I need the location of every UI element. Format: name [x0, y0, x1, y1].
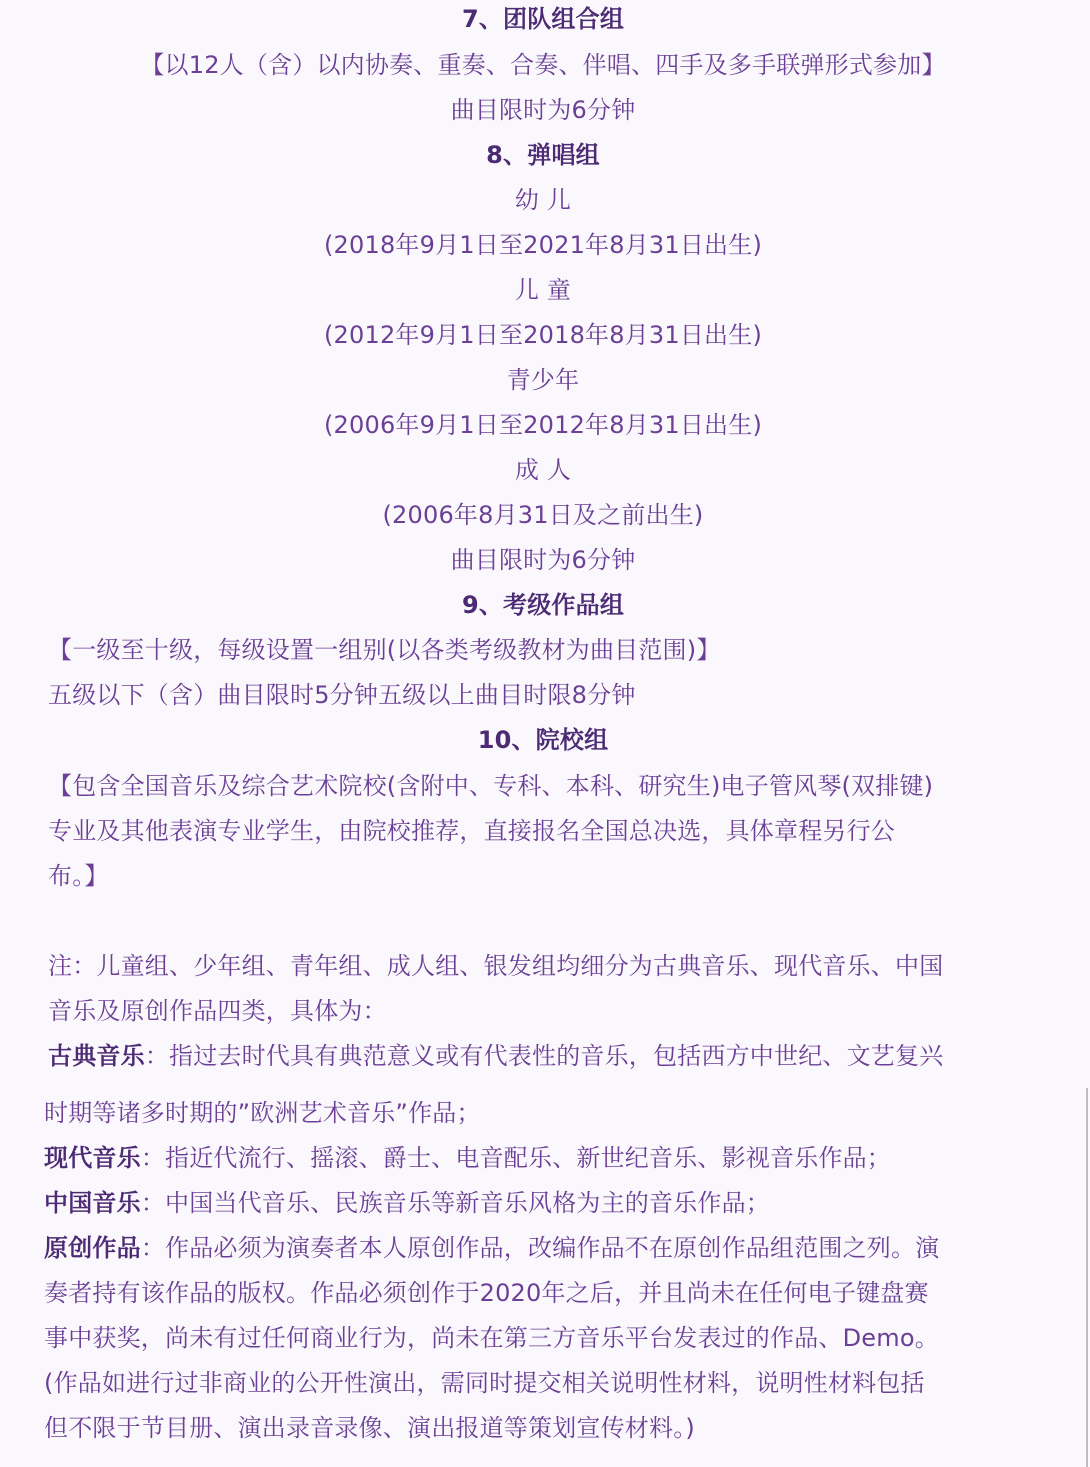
original-text: ：作品必须为演奏者本人原创作品，改编作品不在原创作品组范围之列。演 — [140, 1234, 940, 1262]
group10-desc-line-2: 专业及其他表演专业学生，由院校推荐，直接报名全国总决选，具体章程另行公 — [48, 817, 895, 845]
group8-cat-child-range: (2012年9月1日至2018年8月31日出生) — [323, 321, 763, 349]
modern-label: 现代音乐 — [44, 1144, 141, 1172]
group8-cat-adult-name: 成 人 — [514, 456, 572, 484]
original-label: 原创作品 — [44, 1234, 141, 1262]
original-line-5: 但不限于节目册、演出录音录像、演出报道等策划宣传材料。) — [44, 1414, 695, 1442]
group9-desc: 【一级至十级，每级设置一组别(以各类考级教材为曲目范围)】 — [48, 636, 721, 664]
group8-cat-adult-range: (2006年8月31日及之前出生) — [382, 501, 704, 529]
classical-line-1 — [48, 1041, 943, 1071]
chinese-text: ：中国当代音乐、民族音乐等新音乐风格为主的音乐作品； — [140, 1189, 771, 1217]
group9-limit: 五级以下（含）曲目限时5分钟五级以上曲目时限8分钟 — [48, 681, 636, 709]
group8-cat-youth-range: (2006年9月1日至2012年8月31日出生) — [323, 411, 763, 439]
group7-limit: 曲目限时为6分钟 — [450, 96, 636, 124]
group9-title: 9、考级作品组 — [461, 591, 625, 619]
classical-text: ：指过去时代具有典范意义或有代表性的音乐，包括西方中世纪、文艺复兴 — [144, 1042, 944, 1070]
group8-title: 8、弹唱组 — [486, 141, 600, 169]
note-line-2: 音乐及原创作品四类，具体为： — [48, 997, 387, 1025]
group10-desc-line-3: 布。】 — [48, 862, 109, 890]
original-line-2: 奏者持有该作品的版权。作品必须创作于2020年之后，并且尚未在任何电子键盘赛 — [44, 1279, 929, 1307]
group10-desc-line-1: 【包含全国音乐及综合艺术院校(含附中、专科、本科、研究生)电子管风琴(双排键) — [48, 772, 934, 800]
original-line-3: 事中获奖，尚未有过任何商业行为，尚未在第三方音乐平台发表过的作品、Demo。 — [44, 1324, 939, 1352]
group8-cat-youth-name: 青少年 — [506, 366, 580, 394]
group7-title: 7、团队组合组 — [461, 5, 625, 33]
original-line-4: (作品如进行过非商业的公开性演出，需同时提交相关说明性材料，说明性材料包括 — [44, 1369, 925, 1397]
classical-label: 古典音乐 — [48, 1042, 145, 1070]
group10-title: 10、院校组 — [477, 726, 609, 754]
group8-cat-infant-range: (2018年9月1日至2021年8月31日出生) — [323, 231, 763, 259]
group8-cat-child-name: 儿 童 — [514, 276, 572, 304]
chinese-label: 中国音乐 — [44, 1189, 141, 1217]
group8-limit: 曲目限时为6分钟 — [450, 546, 636, 574]
chinese-line — [44, 1188, 770, 1218]
modern-text: ：指近代流行、摇滚、爵士、电音配乐、新世纪音乐、影视音乐作品； — [140, 1144, 892, 1172]
note-line-1: 注：儿童组、少年组、青年组、成人组、银发组均细分为古典音乐、现代音乐、中国 — [48, 952, 944, 980]
right-edge-divider — [1086, 1088, 1088, 1467]
original-line-1 — [44, 1233, 939, 1263]
group7-desc: 【以12人（含）以内协奏、重奏、合奏、伴唱、四手及多手联弹形式参加】 — [140, 51, 946, 79]
classical-line-2: 时期等诸多时期的”欧洲艺术音乐”作品； — [44, 1099, 481, 1127]
group8-cat-infant-name: 幼 儿 — [514, 186, 572, 214]
modern-line — [44, 1143, 891, 1173]
